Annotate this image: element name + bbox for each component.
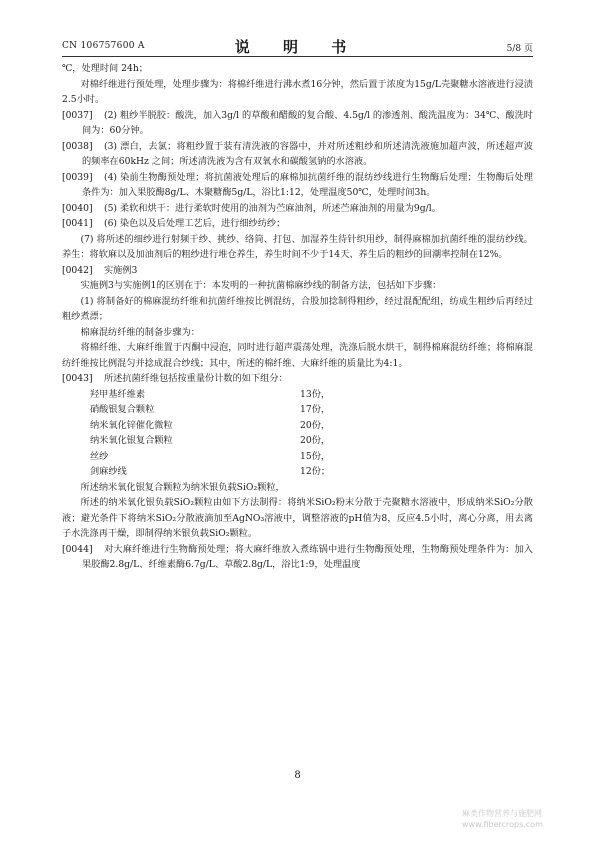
component-name: 丝纱 — [90, 450, 109, 462]
header-divider — [62, 56, 533, 57]
paragraph-number: [0041] — [62, 218, 93, 229]
paragraph — [62, 278, 533, 294]
component-amount: 15份， — [300, 450, 331, 462]
component-amount: 12份； — [300, 466, 331, 477]
page-number: 8 — [294, 770, 301, 781]
component-name: 羟甲基纤维素 — [90, 388, 146, 400]
paragraph-text: 所述抗菌纤维包括按重量份计数的如下组分： — [104, 373, 288, 384]
paragraph-text: (1) 将制备好的棉麻混纺纤维和抗菌纤维按比例混纺，合股加捻制得粗纱，经过混配配组，纺成生粗纱后再经过粗纱煮漂； — [62, 295, 533, 322]
component-name: 硝酸银复合颗粒 — [90, 404, 155, 415]
paragraph-number: [0042] — [62, 264, 93, 276]
paragraph-number: [0044] — [62, 543, 93, 555]
paragraph — [62, 108, 533, 139]
patent-number: CN 106757600 A — [62, 41, 145, 51]
paragraph-text: (5) 柔软和烘干：进行柔软时使用的油剂为苎麻油剂，所述苎麻油剂的用量为9g/l。 — [104, 202, 441, 214]
paragraph-number: [0039] — [62, 171, 93, 183]
component-name: 纳米氧化锌催化微粒 — [90, 419, 173, 431]
component-amount: 17份， — [300, 404, 331, 415]
paragraph-text: 实施例3 — [104, 264, 138, 276]
document-body — [62, 61, 533, 573]
paragraph — [62, 201, 533, 217]
paragraph — [62, 325, 533, 341]
paragraph-text: 对棉纤维进行预处理，处理步骤为：将棉纤维进行沸水煮16分钟，然后置于浓度为15g/L壳聚糖水溶液进行浸渍2.5小时。 — [62, 78, 533, 105]
paragraph-text: 将棉纤维、大麻纤维置于丙酮中浸泡，同时进行超声震荡处理，洗涤后脱水烘干，制得棉麻混纺纤维；将棉麻混纺纤维按比例混匀并捻成混合纱线；其中，所述的棉纤维、大麻纤维的质量比为4:1。 — [62, 342, 533, 369]
paragraph-text: (2) 粗纱半脱胶：酸洗，加入3g/l 的草酸和醋酸的复合酸、4.5g/l 的渗透剂、酸洗温度为：34℃、酸洗时间为：60分钟。 — [82, 109, 533, 136]
component-row — [62, 402, 330, 418]
paragraph — [62, 340, 533, 371]
site-watermark — [462, 808, 543, 830]
paragraph-number: [0037] — [62, 109, 93, 121]
paragraph-number: [0040] — [62, 202, 93, 214]
paragraph — [62, 170, 533, 201]
component-name: 剑麻纱线 — [90, 466, 127, 477]
paragraph — [62, 495, 533, 542]
paragraph — [62, 139, 533, 170]
paragraph-number: [0043] — [62, 373, 93, 384]
paragraph-text: (7) 将所述的细纱进行射频干纱、挑纱、络筒、打包、加湿养生待针织用纱，制得麻棉加抗菌纤维的混纺纱线。养生：将软麻以及加油剂后的粗纱进行堆仓养生，养生时间不少于14天、养生后的粗纱的回潮率控制在12%。 — [62, 233, 533, 260]
paragraph — [62, 232, 533, 263]
paragraph — [62, 61, 533, 77]
paragraph — [62, 480, 533, 496]
component-row — [62, 449, 330, 465]
paragraph-text: (4) 染前生物酶预处理；将抗菌液处理后的麻棉加抗菌纤维的混纺纱线进行生物酶后处理；生物酶后处理条件为：加入果胶酶8g/L、木聚糖酶5g/L，浴比1:12，处理温度50℃，处理时间3h。 — [82, 171, 533, 198]
paragraph-text: 实施例3与实施例1的区别在于：本发明的一种抗菌棉麻纱线的制备方法，包括如下步骤： — [80, 280, 442, 291]
paragraph — [62, 216, 533, 232]
paragraph-text: (6) 染色以及后处理工艺后，进行细纱纺纱； — [104, 218, 286, 229]
paragraph-number: [0038] — [62, 140, 93, 152]
paragraph — [62, 263, 533, 279]
component-row — [62, 418, 330, 434]
paragraph-text: 对大麻纤维进行生物酶预处理；将大麻纤维放入煮练锅中进行生物酶预处理，生物酶预处理条件为：加入果胶酶2.8g/L、纤维素酶6.7g/L、草酸2.8g/L，浴比1:9，处理温度 — [82, 543, 533, 570]
body-paragraphs-after — [62, 480, 533, 573]
component-row — [62, 464, 330, 480]
component-row — [62, 387, 330, 403]
page-header — [62, 36, 533, 56]
paragraph-text: 所述纳米氧化银复合颗粒为纳米银负载SiO₂颗粒， — [80, 481, 285, 493]
body-paragraphs — [62, 61, 533, 387]
component-amount: 20份， — [300, 419, 331, 431]
paragraph-text: 所述的纳米氧化银负载SiO₂颗粒由如下方法制得：将纳米SiO₂粉末分散于壳聚糖水溶液中，形成纳米SiO₂分散液；避光条件下将纳米SiO₂分散液滴加至AgNO₃溶液中，调整溶液的pH值为8，反应4.5小时，离心分离，用去离子水洗涤再干燥，即制得纳米银负载SiO₂颗粒。 — [62, 497, 533, 539]
component-amount: 20份， — [300, 435, 331, 446]
paragraph — [62, 294, 533, 325]
component-amount: 13份， — [300, 388, 331, 400]
components-table — [62, 387, 330, 480]
component-row — [62, 433, 330, 449]
watermark-site-name: 麻类作物营养与施肥网 — [462, 809, 542, 818]
component-name: 纳米氧化银复合颗粒 — [90, 435, 173, 446]
paragraph — [62, 77, 533, 108]
paragraph-text: (3) 漂白，去氯；将粗纱置于装有清洗液的容器中，并对所述粗纱和所述清洗液施加超声波，所述超声波的频率在60kHz 之间；所述清洗液为含有双氧水和碳酸氢钠的水溶液。 — [82, 140, 533, 167]
paragraph — [62, 371, 533, 387]
document-title: 说 明 书 — [234, 38, 361, 56]
watermark-url: www.fibercrops.com — [462, 820, 543, 829]
paragraph-text: 棉麻混纺纤维的制备步骤为： — [80, 326, 200, 338]
paragraph-text: ℃，处理时间 24h； — [62, 63, 148, 74]
paragraph — [62, 542, 533, 573]
page-indicator: 5/8 页 — [506, 44, 533, 54]
